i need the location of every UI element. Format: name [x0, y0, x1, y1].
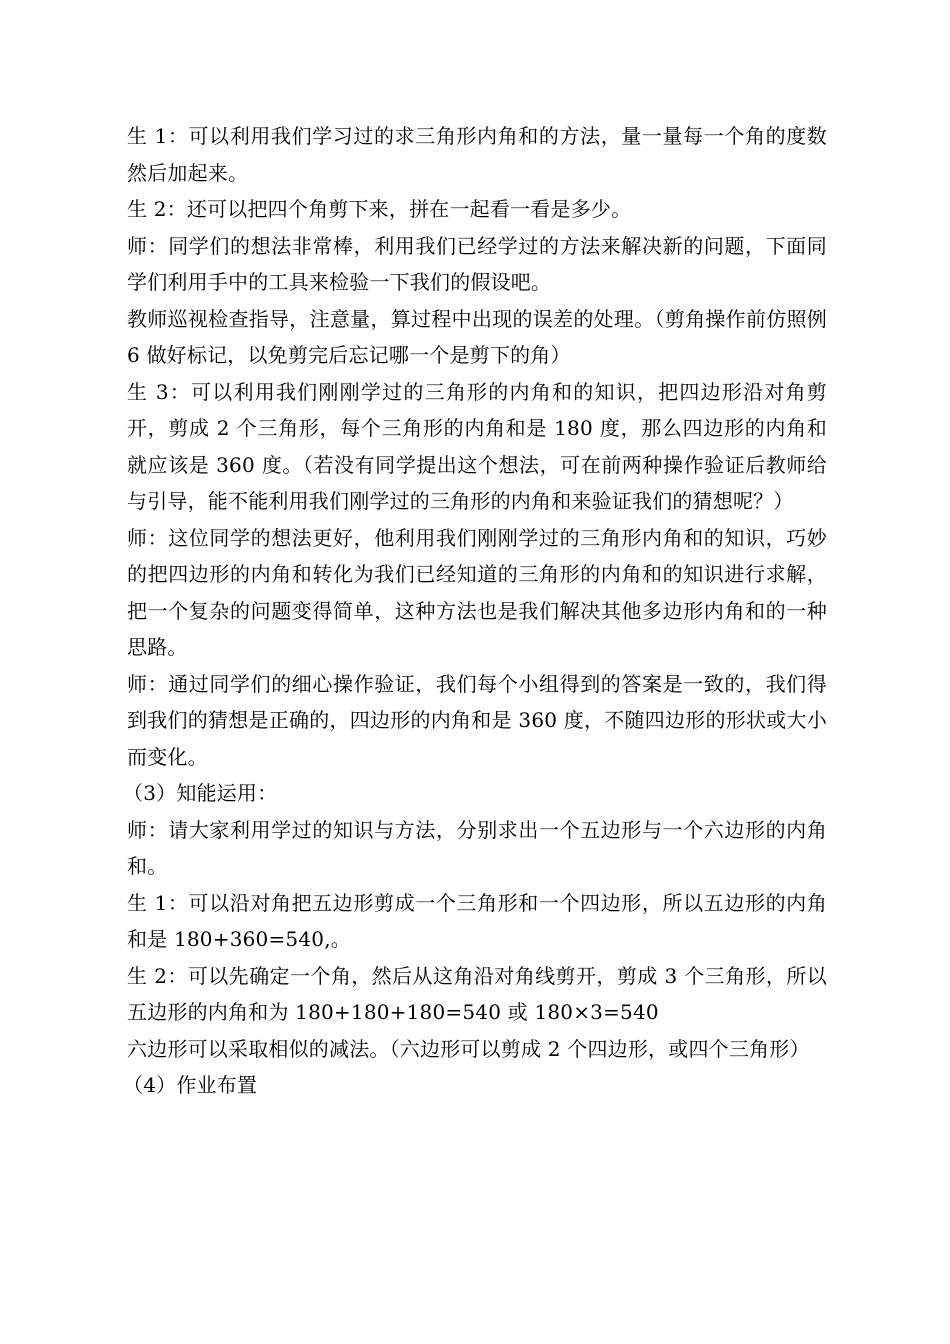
paragraph-teacher-verify: 师：同学们的想法非常棒，利用我们已经学过的方法来解决新的问题，下面同学们利用手中的工具来检验一下我们的假设吧。 — [127, 233, 827, 294]
paragraph-student2-cut: 生 2：还可以把四个角剪下来，拼在一起看一看是多少。 — [127, 197, 632, 221]
section-heading-application: （3）知能运用： — [123, 781, 278, 805]
paragraph-teacher-conclusion: 师：通过同学们的细心操作验证，我们每个小组得到的答案是一致的，我们得到我们的猜想是正确的，四边形的内角和是 360 度，不随四边形的形状或大小而变化。 — [127, 671, 827, 769]
paragraph-teacher-guide: 教师巡视检查指导，注意量，算过程中出现的误差的处理。（剪角操作前仿照例 6 做好标记，以免剪完后忘记哪一个是剪下的角） — [127, 306, 827, 367]
paragraph-student1-pentagon: 生 1：可以沿对角把五边形剪成一个三角形和一个四边形，所以五边形的内角和是 180+360=540,。 — [127, 890, 827, 951]
document-body — [123, 118, 827, 1104]
paragraph-student2-pentagon: 生 2：可以先确定一个角，然后从这角沿对角线剪开，剪成 3 个三角形，所以五边形的内角和为 180+180+180=540 或 180×3=540 — [127, 963, 827, 1024]
paragraph-hexagon: 六边形可以采取相似的减法。（六边形可以剪成 2 个四边形，或四个三角形） — [127, 1036, 810, 1061]
section-heading-homework: （4）作业布置 — [123, 1073, 258, 1097]
paragraph-student3-triangles: 生 3：可以利用我们刚刚学过的三角形的内角和的知识，把四边形沿对角剪开，剪成 2 个三角形，每个三角形的内角和是 180 度，那么四边形的内角和就应该是 360 度。（若没有同学提出这个想法，可在前两种操作验证后教师给与引导，能不能利用我们刚学过的三角形的内角和来验证我们的猜想呢？） — [127, 379, 827, 513]
paragraph-teacher-task: 师：请大家利用学过的知识与方法，分别求出一个五边形与一个六边形的内角和。 — [127, 817, 827, 878]
paragraph-teacher-praise: 师：这位同学的想法更好，他利用我们刚刚学过的三角形内角和的知识，巧妙的把四边形的内角和转化为我们已经知道的三角形的内角和的知识进行求解，把一个复杂的问题变得简单，这种方法也是我们解决其他多边形内角和的一种思路。 — [127, 525, 827, 659]
paragraph-student1-measure: 生 1：可以利用我们学习过的求三角形内角和的方法，量一量每一个角的度数然后加起来。 — [127, 124, 827, 185]
